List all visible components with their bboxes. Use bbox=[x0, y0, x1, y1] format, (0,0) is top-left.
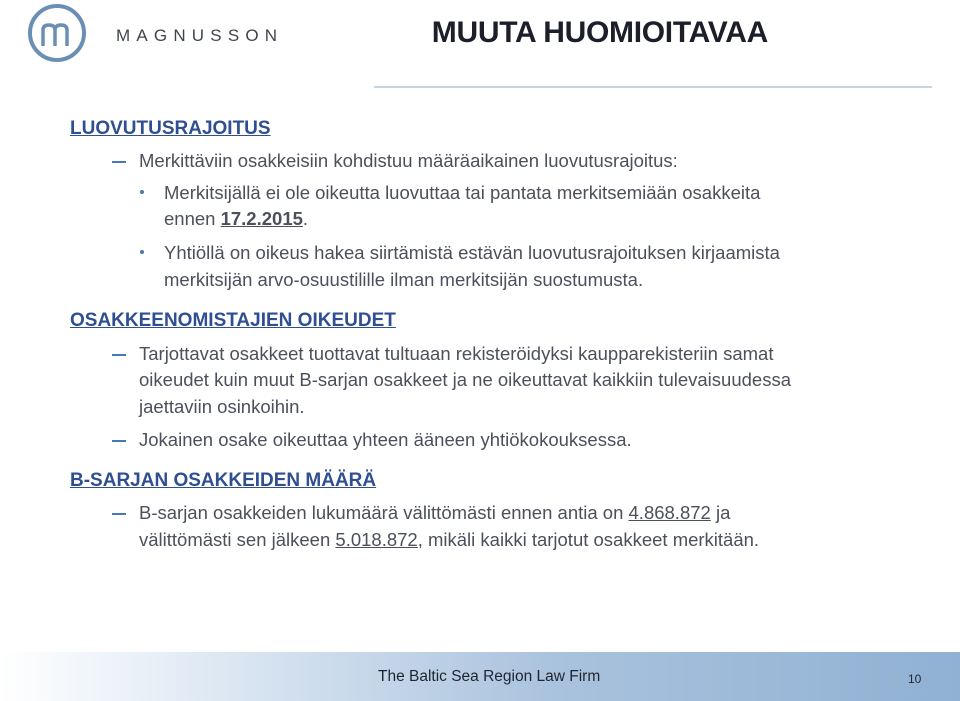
page-title: MUUTA HUOMIOITAVAA bbox=[431, 16, 768, 49]
text-line bbox=[139, 502, 730, 524]
dash-marker bbox=[112, 513, 126, 515]
logo-wordmark: MAGNUSSON bbox=[116, 26, 284, 45]
page-number: 10 bbox=[908, 672, 922, 686]
text-line: Jokainen osake oikeuttaa yhteen ääneen yhtiökokouksessa. bbox=[139, 429, 632, 450]
text-segment: , mikäli kaikki tarjotut osakkeet merkitään. bbox=[417, 529, 760, 550]
date-value: 17.2.2015 bbox=[220, 208, 303, 229]
section-heading-osakkeenomistajien-oikeudet: OSAKKEENOMISTAJIEN OIKEUDET bbox=[70, 310, 396, 331]
text-line: jaettaviin osinkoihin. bbox=[139, 396, 305, 417]
text-segment: ja bbox=[710, 502, 731, 523]
text-segment: B-sarjan osakkeiden lukumäärä välittömästi ennen antia on bbox=[139, 502, 629, 523]
section-heading-luovutusrajoitus: LUOVUTUSRAJOITUS bbox=[70, 118, 271, 139]
text-line bbox=[164, 208, 308, 230]
text-line: Yhtiöllä on oikeus hakea siirtämistä estävän luovutusrajoituksen kirjaamista bbox=[164, 242, 780, 263]
footer-tagline: The Baltic Sea Region Law Firm bbox=[378, 668, 601, 685]
bullet-marker bbox=[140, 190, 144, 194]
logo-mark-icon bbox=[28, 4, 86, 62]
share-count-before: 4.868.872 bbox=[628, 502, 711, 523]
text-line: Tarjottavat osakkeet tuottavat tultuaan rekisteröidyksi kaupparekisteriin samat bbox=[139, 343, 774, 364]
text-line: Merkittäviin osakkeisiin kohdistuu määräaikainen luovutusrajoitus: bbox=[139, 150, 678, 171]
title-divider bbox=[374, 86, 932, 88]
text-line: Merkitsijällä ei ole oikeutta luovuttaa tai pantata merkitsemiään osakkeita bbox=[164, 182, 761, 203]
text-line: oikeudet kuin muut B-sarjan osakkeet ja ne oikeuttavat kaikkiin tulevaisuudessa bbox=[139, 369, 791, 390]
dash-marker bbox=[112, 161, 126, 163]
company-logo bbox=[24, 0, 314, 72]
share-count-after: 5.018.872 bbox=[335, 529, 418, 550]
text-line bbox=[139, 529, 759, 551]
dash-marker bbox=[112, 354, 126, 356]
bullet-marker bbox=[140, 250, 144, 254]
text-segment: ennen bbox=[164, 208, 221, 229]
section-heading-b-sarjan-osakkeiden-maara: B-SARJAN OSAKKEIDEN MÄÄRÄ bbox=[70, 470, 377, 491]
text-segment: välittömästi sen jälkeen bbox=[139, 529, 336, 550]
text-line: merkitsijän arvo-osuustilille ilman merkitsijän suostumusta. bbox=[164, 269, 644, 290]
text-segment: . bbox=[302, 208, 309, 229]
dash-marker bbox=[112, 440, 126, 442]
